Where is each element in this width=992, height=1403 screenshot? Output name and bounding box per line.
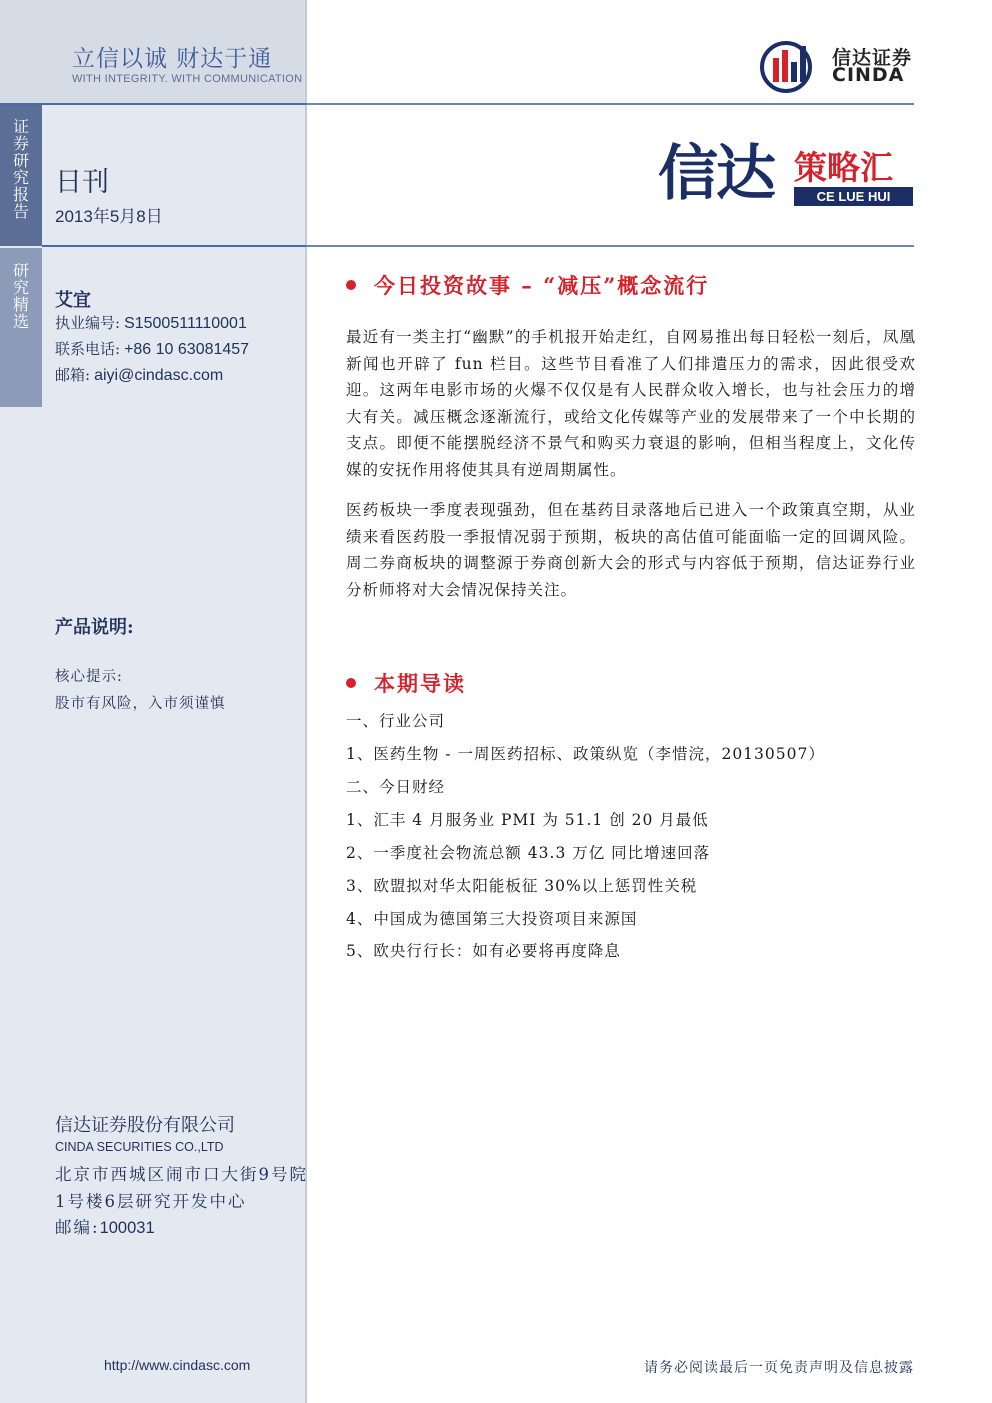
tab-rule <box>0 405 42 407</box>
guide-heading <box>346 668 466 698</box>
brand-subtitle: CE LUE HUI <box>794 187 913 206</box>
story-title: 今日投资故事 – “减压”概念流行 <box>374 273 710 298</box>
email-label: 邮箱: <box>55 366 91 384</box>
footer-website-link[interactable]: http://www.cindasc.com <box>104 1357 251 1373</box>
header-rule-left <box>0 103 306 105</box>
analyst-phone <box>55 338 249 359</box>
story-heading <box>346 270 709 300</box>
guide-item: 3、欧盟拟对华太阳能板征 30%以上惩罚性关税 <box>346 877 698 895</box>
guide-item: 1、医药生物 - 一周医药招标、政策纵览（李惜浣，20130507） <box>346 745 825 763</box>
product-title: 产品说明: <box>55 617 134 638</box>
postcode-value: 100031 <box>99 1219 155 1237</box>
brand-main: 信达 <box>658 139 774 209</box>
side-tab-research-selection <box>0 248 42 406</box>
guide-item: 4、中国成为德国第三大投资项目来源国 <box>346 910 638 928</box>
company-name: 信达证券股份有限公司 <box>55 1115 235 1136</box>
postcode-label: 邮编: <box>55 1218 100 1237</box>
bullet-icon <box>346 678 356 688</box>
side-tab-char: 证 <box>12 117 29 136</box>
side-tab-char: 选 <box>12 312 29 331</box>
guide-item: 2、一季度社会物流总额 43.3 万亿 同比增速回落 <box>346 844 711 862</box>
story-paragraph-2: 医药板块一季度表现强劲，但在基药目录落地后已进入一个政策真空期，从业绩来看医药股一季报情况弱于预期，板块的高估值可能面临一定的回调风险。周二券商板块的调整源于券商创新大会的形式与内容低于预期，信达证券行业分析师将对大会情况保持关注。 <box>346 501 916 599</box>
analyst-license <box>55 312 247 333</box>
slogan-english: WITH INTEGRITY. WITH COMMUNICATION <box>72 73 303 85</box>
email-link[interactable]: aiyi@cindasc.com <box>94 367 224 384</box>
product-risk-note: 股市有风险，入市须谨慎 <box>55 696 226 712</box>
guide-item: 1、汇丰 4 月服务业 PMI 为 51.1 创 20 月最低 <box>346 811 709 829</box>
guide-title: 本期导读 <box>374 671 466 696</box>
company-name-english: CINDA SECURITIES CO.,LTD <box>55 1140 224 1154</box>
story-paragraph-1: 最近有一类主打“幽默”的手机报开始走红，自网易推出每日轻松一刻后，凤凰新闻也开辟了 fun 栏目。这些节目看准了人们排遣压力的需求，因此很受欢迎。这两年电影市场的火爆不仅仅是有人民群众收入增长，也与社会压力的增大有关。减压概念逐渐流行，或给文化传媒等产业的发展带来了一个中长期的支点。即便不能摆脱经济不景气和购买力衰退的影响，但相当程度上，文化传媒的安抚作用将使其具有逆周期属性。 <box>346 328 916 479</box>
header-rule-right <box>306 103 914 105</box>
guide-item: 5、欧央行行长：如有必要将再度降息 <box>346 942 621 960</box>
company-postcode <box>55 1214 155 1238</box>
side-tab-char: 究 <box>12 168 29 187</box>
guide-item: 二、今日财经 <box>346 778 446 796</box>
report-date: 2013年5月8日 <box>55 207 163 226</box>
side-tab-char: 究 <box>12 278 29 297</box>
analyst-name: 艾宜 <box>55 290 91 311</box>
analyst-email <box>55 364 223 385</box>
side-tab-char: 研 <box>12 151 29 170</box>
side-tab-char: 精 <box>12 295 29 314</box>
bullet-icon <box>346 280 356 290</box>
vertical-divider <box>305 0 307 1403</box>
phone-label: 联系电话: <box>55 340 121 358</box>
slogan: 立信以诚 财达于通 <box>72 46 273 72</box>
footer-disclaimer: 请务必阅读最后一页免责声明及信息披露 <box>644 1360 914 1376</box>
report-type: 日刊 <box>55 167 109 198</box>
date-rule-left <box>42 245 306 247</box>
product-core-label: 核心提示: <box>55 669 123 685</box>
side-tab-char: 告 <box>12 202 29 221</box>
guide-item: 一、行业公司 <box>346 712 446 730</box>
phone-value: +86 10 63081457 <box>124 341 250 358</box>
date-rule-right <box>306 245 914 247</box>
company-address-1: 北京市西城区闹市口大街9号院 <box>55 1165 308 1184</box>
side-tab-char: 研 <box>12 261 29 280</box>
side-tab-char: 报 <box>12 185 29 204</box>
company-address-2: 1号楼6层研究开发中心 <box>55 1192 247 1211</box>
license-value: S1500511110001 <box>124 315 247 332</box>
logo-chinese: 信达证券 <box>832 47 913 69</box>
side-tab-char: 券 <box>12 134 29 153</box>
license-label: 执业编号: <box>55 314 121 332</box>
brand-red-title: 策略汇 <box>794 148 893 187</box>
logo-english: CINDA <box>832 64 905 86</box>
side-tab-research-report <box>0 104 42 246</box>
